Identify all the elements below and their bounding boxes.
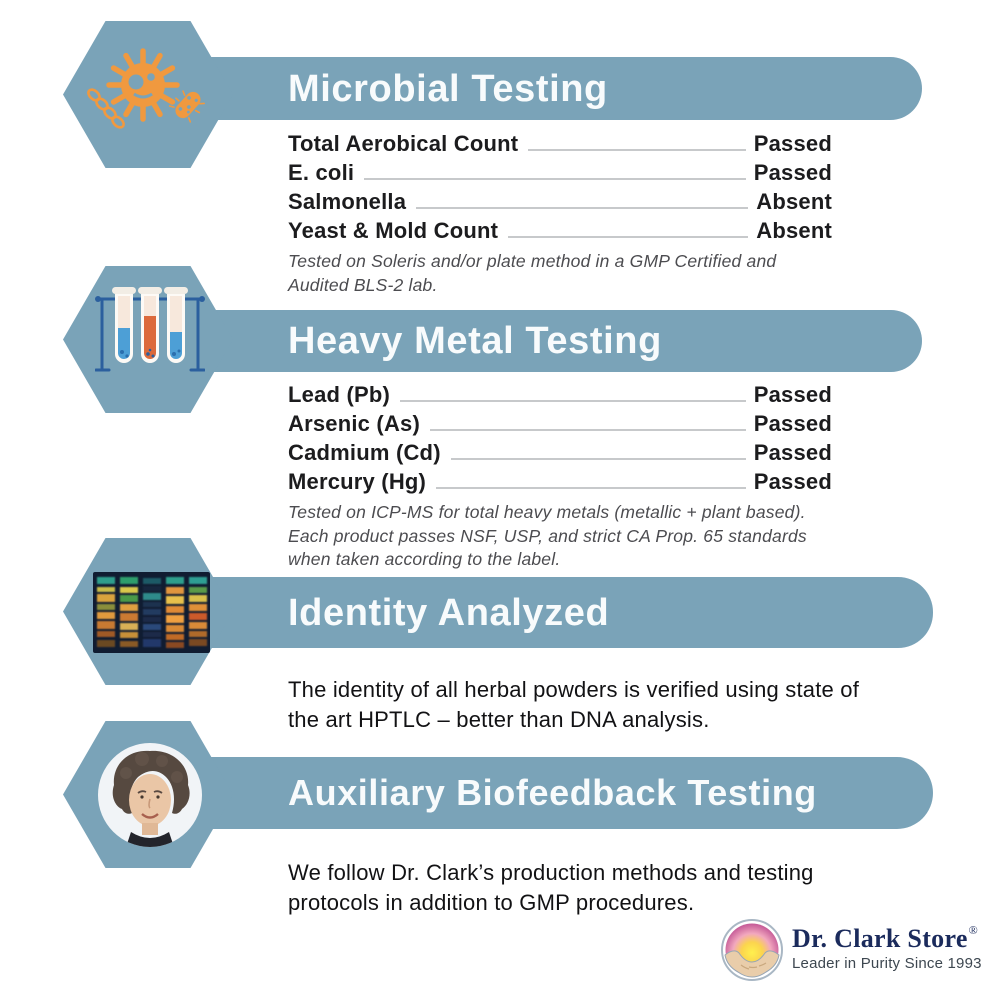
brand-tagline: Leader in Purity Since 1993 xyxy=(792,955,982,973)
section-title: Microbial Testing xyxy=(288,67,608,110)
dotted-line xyxy=(508,218,748,238)
table-row xyxy=(288,469,832,498)
identity-paragraph: The identity of all herbal powders is verified using state of the art HPTLC – better than DNA analysis. xyxy=(288,677,860,732)
row-value: Absent xyxy=(756,189,832,215)
brand-name: Dr. Clark Store xyxy=(792,924,968,953)
dotted-line xyxy=(528,131,745,151)
row-value: Passed xyxy=(753,382,832,408)
row-label: Yeast & Mold Count xyxy=(288,218,499,244)
section-title: Auxiliary Biofeedback Testing xyxy=(288,772,817,813)
row-label: Lead (Pb) xyxy=(288,382,391,408)
row-label: Arsenic (As) xyxy=(288,411,420,437)
table-row xyxy=(288,218,832,247)
banner-identity-analyzed xyxy=(150,577,933,648)
table-row xyxy=(288,189,832,218)
row-label: E. coli xyxy=(288,160,355,186)
hands-holding-sun-logo-icon xyxy=(721,919,783,981)
dotted-line xyxy=(400,382,746,402)
dna-gel-image xyxy=(93,572,210,653)
microbial-note: Tested on Soleris and/or plate method in a GMP Certified and Audited BLS-2 lab. xyxy=(288,251,777,295)
registered-mark: ® xyxy=(968,923,978,937)
dotted-line xyxy=(364,160,746,180)
row-label: Cadmium (Cd) xyxy=(288,440,441,466)
dotted-line xyxy=(436,469,746,489)
row-label: Mercury (Hg) xyxy=(288,469,427,495)
table-row xyxy=(288,411,832,440)
table-row xyxy=(288,382,832,411)
row-value: Passed xyxy=(753,131,832,157)
dotted-line xyxy=(416,189,748,209)
row-value: Absent xyxy=(756,218,832,244)
heavy-metal-results-table xyxy=(288,382,832,498)
biofeedback-paragraph: We follow Dr. Clark’s production methods and testing protocols in addition to GMP procedures. xyxy=(288,860,814,915)
section-title: Heavy Metal Testing xyxy=(288,320,662,362)
table-row xyxy=(288,440,832,469)
banner-microbial-testing xyxy=(150,57,922,120)
dotted-line xyxy=(430,411,746,431)
banner-auxiliary-biofeedback xyxy=(150,757,933,829)
row-label: Salmonella xyxy=(288,189,407,215)
table-row xyxy=(288,160,832,189)
test-tubes-icon xyxy=(95,282,205,376)
heavy-metal-note: Tested on ICP-MS for total heavy metals (metallic + plant based). Each product passes NSF, USP, and strict CA Prop. 65 standards when taken according to the label. xyxy=(288,502,807,569)
section-title: Identity Analyzed xyxy=(288,591,610,634)
dotted-line xyxy=(451,440,746,460)
footer-brand-block xyxy=(721,919,982,981)
banner-heavy-metal-testing xyxy=(150,310,922,372)
row-value: Passed xyxy=(753,411,832,437)
microbes-icon xyxy=(85,40,220,145)
row-value: Passed xyxy=(753,440,832,466)
dr-clark-photo xyxy=(98,743,202,847)
row-value: Passed xyxy=(753,469,832,495)
brand-text xyxy=(792,919,982,972)
row-label: Total Aerobical Count xyxy=(288,131,519,157)
microbial-results-table xyxy=(288,131,832,247)
table-row xyxy=(288,131,832,160)
row-value: Passed xyxy=(753,160,832,186)
